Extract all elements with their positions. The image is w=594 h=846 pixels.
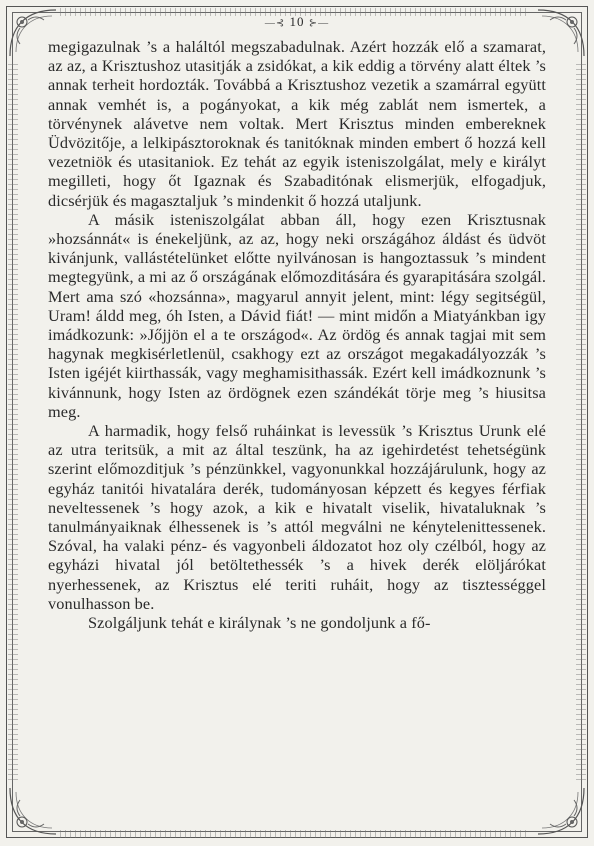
page-header xyxy=(0,14,594,30)
right-border-pattern xyxy=(576,60,586,780)
left-border-pattern xyxy=(8,60,18,780)
paragraph: A harmadik, hogy felső ruháinkat is levessük ’s Krisztus Urunk elé az utra teritsük, a mit az által teszünk, ha az igehirdetést tehetségünk szerint előmozditjuk ’s pénzünkkel, vagyonunkkal hozzájárulunk, hogy az egyház tanitói hivatalára derék, tudományosan képzett és kegyes férfiak neveltessenek ’s hogy azok, a kik e hivatalt viselik, hivataluknak ’s tanulmányaiknak élhessenek is ’s attól megválni ne kénytelenittessenek. Szóval, ha valaki pénz- és vagyonbeli áldozatot hoz oly czélból, hogy az egyházi hivatal jól betöltethessék ’s a hivek derék elöljárókat nyerhessenek, az Krisztus elé teriti ruháit, hogy az tisztességgel vonulhasson be. xyxy=(48,421,546,613)
corner-ornament-icon xyxy=(534,784,588,838)
paragraph: A másik isteniszolgálat abban áll, hogy ezen Krisztusnak »hozsánnát« is énekeljünk, az az, hogy neki országához áldást és üdvöt kivánjunk, vallástételünket előtte nyilvánosan is hangoztassuk ’s mindent megtegyünk, a mi az ő országának előmozditására és gyarapitására szolgál. Mert ama szó «hozsánna», magyarul annyit jelent, mint: légy segitségül, Uram! áldd meg, óh Isten, a Dávid fiát! — mint midőn a Miatyánkban igy imádkozunk: »Jőjjön el a te országod«. Az ördög és annak tagjai mit sem hagynak megkisérletlenül, csakhogy ezt az országot megakadályozzák ’s Isten igéjét kiirthassák, vagy meghamisithassák. Ezért kell imádkoznunk ’s kivánnunk, hogy Isten az ördögnek ezen szándékát törje meg ’s hiusitsa meg. xyxy=(48,209,546,421)
bottom-border-pattern xyxy=(60,830,530,838)
paragraph: megigazulnak ’s a haláltól megszabadulnak. Azért hozzák elő a szamarat, az az, a Krisztushoz utasitják a zsidókat, a kik eddig a törvény alatt éltek ’s annak terheit hordozták. Továbbá a Krisztushoz vezetik a szamárral együtt annak vemhét is, a pogányokat, a kik még zablát nem ismertek, a törvénynek alávetve nem voltak. Mert Krisztus minden embereknek Üdvözitője, a lelkipásztoroknak és tanitóknak minden embert ő hozzá kell vezetniök és utasitaniok. Ez tehát az egyik isteniszolgálat, mely e királyt megilleti, hogy őt Igaznak és Szabaditónak elismerjük, elfogadjuk, dicsérjük és magasztaljuk ’s mindenkit ő hozzá utaljunk. xyxy=(48,37,546,210)
header-ornament-right: ⊱— xyxy=(308,18,330,29)
corner-ornament-icon xyxy=(6,784,60,838)
body-text xyxy=(48,37,546,632)
header-ornament-left: —⊰ xyxy=(264,18,286,29)
page-number: 10 xyxy=(289,14,305,29)
paragraph: Szolgáljunk tehát e királynak ’s ne gondoljunk a fő- xyxy=(88,613,431,633)
